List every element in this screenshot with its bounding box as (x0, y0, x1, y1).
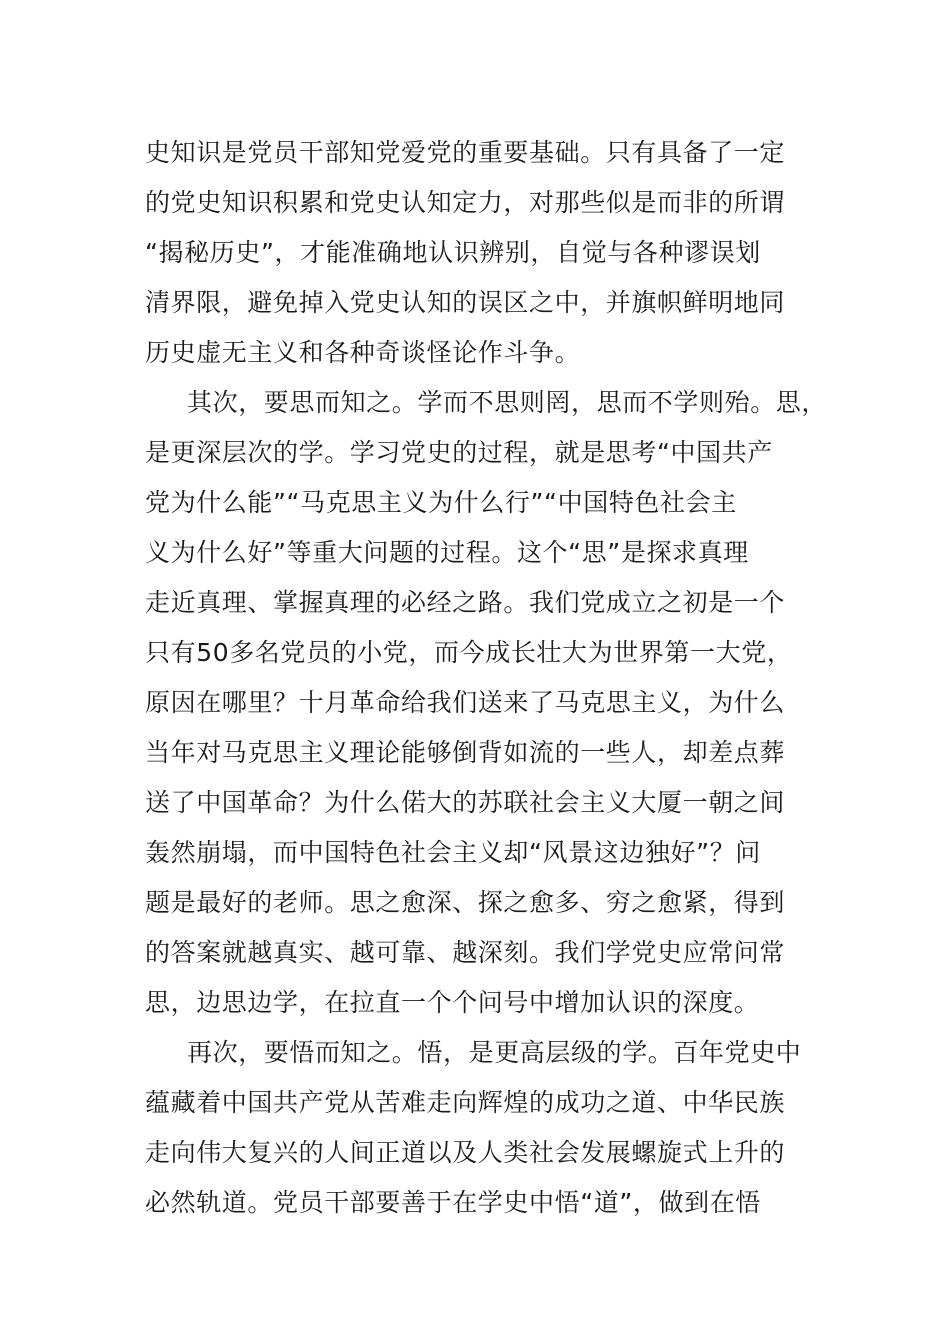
text-line: 蕴藏着中国共产党从苦难走向辉煌的成功之道、中华民族 (145, 1088, 786, 1117)
text-line: 题是最好的老师。思之愈深、探之愈多、穷之愈紧，得到 (145, 888, 786, 917)
text-line: 当年对马克思主义理论能够倒背如流的一些人，却差点葬 (145, 738, 786, 767)
text-line: 历史虚无主义和各种奇谈怪论作斗争。 (145, 338, 581, 367)
text-line: 义为什么好”等重大问题的过程。这个“思”是探求真理 (145, 538, 749, 567)
text-line: 走向伟大复兴的人间正道以及人类社会发展螺旋式上升的 (145, 1138, 786, 1167)
paragraph-start-line: 再次，要悟而知之。悟，是更高层级的学。百年党史中 (187, 1038, 802, 1067)
body-text (145, 128, 828, 1228)
text-line: 思，边思边学，在拉直一个个问号中增加认识的深度。 (145, 988, 760, 1017)
text-line: 清界限，避免掉入党史认知的误区之中，并旗帜鲜明地同 (145, 288, 786, 317)
paragraph-start-line: 其次，要思而知之。学而不思则罔，思而不学则殆。思， (187, 388, 828, 417)
text-line: 是更深层次的学。学习党史的过程，就是思考“中国共产 (145, 438, 773, 467)
text-line: 史知识是党员干部知党爱党的重要基础。只有具备了一定 (145, 138, 786, 167)
text-line: 原因在哪里？十月革命给我们送来了马克思主义，为什么 (145, 688, 786, 717)
text-line: 走近真理、掌握真理的必经之路。我们党成立之初是一个 (145, 588, 786, 617)
text-line: 的党史知识积累和党史认知定力，对那些似是而非的所谓 (145, 188, 786, 217)
text-line: 只有50多名党员的小党，而今成长壮大为世界第一大党， (145, 638, 793, 667)
text-line: 送了中国革命？为什么偌大的苏联社会主义大厦一朝之间 (145, 788, 786, 817)
text-line: 轰然崩塌，而中国特色社会主义却“风景这边独好”？问 (145, 838, 761, 867)
text-line: 必然轨道。党员干部要善于在学史中悟“道”，做到在悟 (145, 1188, 761, 1217)
text-line: “揭秘历史”，才能准确地认识辨别，自觉与各种谬误划 (145, 238, 761, 267)
text-line: 的答案就越真实、越可靠、越深刻。我们学党史应常问常 (145, 938, 786, 967)
text-line: 党为什么能”“马克思主义为什么行”“中国特色社会主 (145, 488, 737, 517)
